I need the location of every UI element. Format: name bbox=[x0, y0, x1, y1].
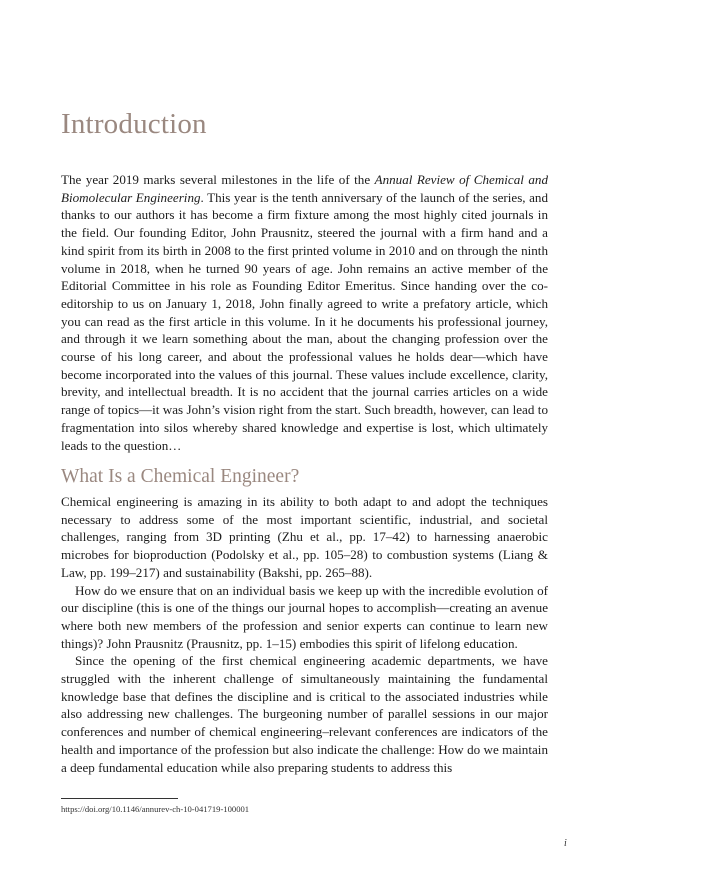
section-heading: What Is a Chemical Engineer? bbox=[61, 466, 300, 487]
section-paragraph-3: Since the opening of the first chemical engineering academic departments, we have struggled with the inherent challenge of simultaneously maintaining the fundamental knowledge base that defines the discipline and is critical to the associated industries while also addressing new challenges. The burgeoning number of parallel sessions in our major conferences and number of chemical engineering–relevant conferences are indicators of the health and importance of the profession but also indicate the challenge: How do we maintain a deep fundamental education while also preparing students to address this bbox=[61, 653, 548, 775]
intro-paragraph bbox=[61, 171, 548, 454]
section-paragraph-2: How do we ensure that on an individual basis we keep up with the incredible evolution of our discipline (this is one of the things our journal hopes to accomplish—creating an avenue where both new members of the profession and senior experts can continue to learn new things)? John Prausnitz (Prausnitz, pp. 1–15) embodies this spirit of lifelong education. bbox=[61, 582, 548, 651]
page-title: Introduction bbox=[61, 108, 207, 140]
doi-footnote: https://doi.org/10.1146/annurev-ch-10-041719-100001 bbox=[61, 804, 250, 814]
footnote-rule bbox=[61, 798, 178, 799]
section-body bbox=[61, 493, 548, 776]
journal-name: Annual Review of Chemical and Biomolecular Engineering bbox=[61, 172, 548, 205]
intro-text-rest: . This year is the tenth anniversary of the launch of the series, and thanks to our authors it has become a firm fixture among the most highly cited journals in the field. Our founding Editor, John Prausnitz, steered the journal with a firm hand and a kind spirit from its birth in 2008 to the first printed volume in 2010 and on through the ninth volume in 2018, when he turned 90 years of age. John remains an active member of the Editorial Committee in his role as Founding Editor Emeritus. Since handing over the co-editorship to us on January 1, 2018, John finally agreed to write a prefatory article, which you can read as the first article in this volume. In it he documents his professional journey, and through it we learn something about the man, about the changing profession over the course of his long career, and about the professional values he holds dear—which have become incorporated into the values of this journal. These values include excellence, clarity, brevity, and intellectual breadth. It is no accident that the journal carries articles on a wide range of topics—it was John’s vision right from the start. Such breadth, however, can lead to fragmentation into silos whereby shared knowledge and expertise is lost, which ultimately leads to the question… bbox=[61, 189, 549, 453]
page-number: i bbox=[564, 838, 567, 849]
section-paragraph-1: Chemical engineering is amazing in its ability to both adapt to and adopt the techniques necessary to address some of the most important scientific, industrial, and societal challenges, ranging from 3D printing (Zhu et al., pp. 17–42) to harnessing anaerobic microbes for bioproduction (Podolsky et al., pp. 105–28) to combustion systems (Liang & Law, pp. 199–217) and sustainability (Bakshi, pp. 265–88). bbox=[61, 494, 548, 580]
intro-text-start: The year 2019 marks several milestones in the life of the bbox=[61, 172, 375, 187]
